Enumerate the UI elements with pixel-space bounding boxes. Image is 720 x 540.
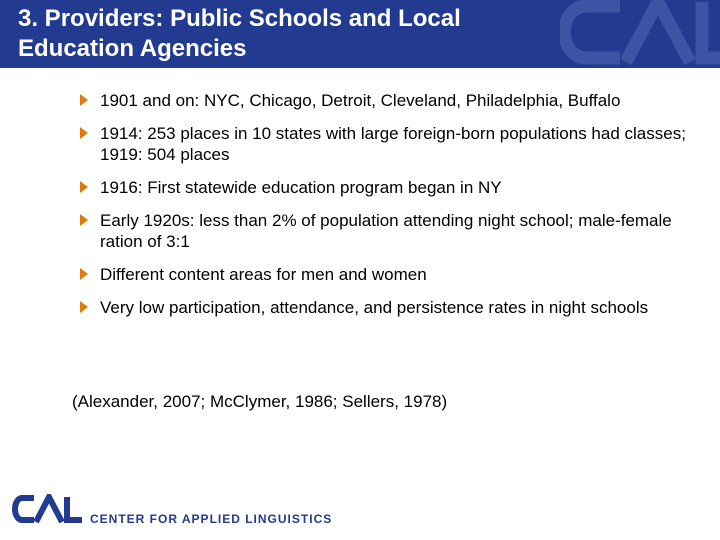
slide-title-line-2: Education Agencies bbox=[18, 35, 247, 62]
bullet-item bbox=[78, 90, 698, 111]
bullet-item bbox=[78, 210, 698, 252]
slide-title-line-1: 3. Providers: Public Schools and Local bbox=[18, 5, 461, 32]
triangle-right-icon bbox=[80, 214, 88, 226]
triangle-right-icon bbox=[80, 127, 88, 139]
cal-logo-icon bbox=[12, 494, 84, 524]
bullet-item bbox=[78, 297, 698, 318]
bullet-text: Different content areas for men and women bbox=[100, 265, 427, 284]
bullet-text: 1901 and on: NYC, Chicago, Detroit, Cleveland, Philadelphia, Buffalo bbox=[100, 91, 621, 110]
organization-name: CENTER FOR APPLIED LINGUISTICS bbox=[90, 512, 333, 526]
triangle-right-icon bbox=[80, 268, 88, 280]
bullet-item bbox=[78, 177, 698, 198]
bullet-list bbox=[78, 90, 698, 330]
bullet-item bbox=[78, 123, 698, 165]
slide-title bbox=[18, 4, 618, 64]
citation: (Alexander, 2007; McClymer, 1986; Sellers, 1978) bbox=[72, 392, 448, 411]
bullet-item bbox=[78, 264, 698, 285]
bullet-text: Very low participation, attendance, and persistence rates in night schools bbox=[100, 298, 649, 317]
bullet-text: 1914: 253 places in 10 states with large foreign-born populations had classes; 1919: 504 places bbox=[100, 124, 686, 164]
bullet-text: Early 1920s: less than 2% of population attending night school; male-female ration of 3:1 bbox=[100, 211, 672, 251]
bullet-text: 1916: First statewide education program began in NY bbox=[100, 178, 502, 197]
title-bar bbox=[0, 0, 720, 68]
triangle-right-icon bbox=[80, 301, 88, 313]
triangle-right-icon bbox=[80, 181, 88, 193]
triangle-right-icon bbox=[80, 94, 88, 106]
